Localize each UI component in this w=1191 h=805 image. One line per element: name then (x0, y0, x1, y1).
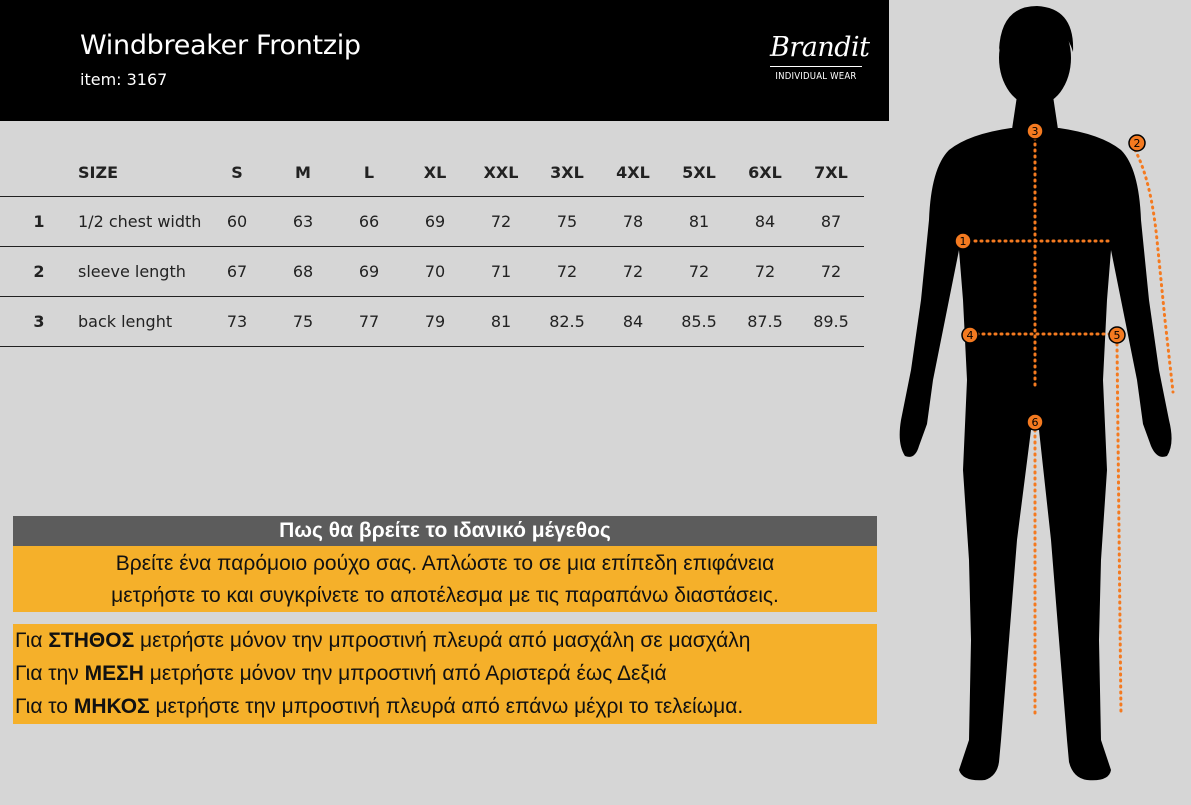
size-header-cell: 6XL (732, 148, 798, 197)
table-cell: 79 (402, 297, 468, 347)
instruction-line-length (15, 690, 877, 723)
table-cell: 81 (468, 297, 534, 347)
table-cell: 66 (336, 197, 402, 247)
table-cell: 82.5 (534, 297, 600, 347)
table-cell: 72 (468, 197, 534, 247)
body-measurement-figure (889, 0, 1191, 800)
table-cell: 67 (204, 247, 270, 297)
table-row (0, 297, 864, 347)
header-blank-cell (0, 148, 78, 197)
body-silhouette-icon (889, 0, 1191, 800)
marker-6-label: 6 (1031, 416, 1039, 429)
row-label: back lenght (78, 297, 204, 347)
brand-tagline: INDIVIDUAL WEAR (770, 66, 862, 82)
brand-logo (770, 32, 870, 82)
table-cell: 69 (402, 197, 468, 247)
intro-line: μετρήστε το και συγκρίνετε το αποτέλεσμα με τις παραπάνω διαστάσεις. (111, 584, 779, 607)
instruction-text: Για το (15, 695, 74, 718)
table-cell: 84 (600, 297, 666, 347)
table-cell: 89.5 (798, 297, 864, 347)
table-cell: 77 (336, 297, 402, 347)
instruction-text: Για την (15, 662, 85, 685)
table-cell: 70 (402, 247, 468, 297)
table-cell: 84 (732, 197, 798, 247)
marker-1-label: 1 (959, 235, 967, 248)
marker-2-label: 2 (1133, 137, 1141, 150)
header-banner (0, 0, 889, 121)
instruction-text: μετρήστε μόνον την μπροστινή από Αριστερά έως Δεξιά (143, 662, 667, 685)
table-cell: 73 (204, 297, 270, 347)
table-cell: 69 (336, 247, 402, 297)
size-header-cell: 3XL (534, 148, 600, 197)
marker-3-label: 3 (1031, 125, 1039, 138)
product-title: Windbreaker Frontzip (80, 30, 361, 61)
size-guide-intro (13, 546, 877, 612)
row-number: 2 (0, 247, 78, 297)
table-cell: 72 (534, 247, 600, 297)
size-header-cell: 4XL (600, 148, 666, 197)
table-cell: 87.5 (732, 297, 798, 347)
brand-wordmark: Brandit (770, 32, 870, 63)
instruction-keyword: ΜΕΣΗ (84, 662, 144, 685)
size-header-cell: XXL (468, 148, 534, 197)
size-chart-table (0, 148, 864, 347)
table-cell: 72 (732, 247, 798, 297)
table-cell: 72 (666, 247, 732, 297)
row-label: sleeve length (78, 247, 204, 297)
table-cell: 72 (600, 247, 666, 297)
size-header-cell: M (270, 148, 336, 197)
size-header-cell: 5XL (666, 148, 732, 197)
size-header-cell: L (336, 148, 402, 197)
table-cell: 72 (798, 247, 864, 297)
table-cell: 85.5 (666, 297, 732, 347)
table-cell: 81 (666, 197, 732, 247)
instruction-keyword: ΣΤΗΘΟΣ (48, 629, 135, 652)
row-number: 1 (0, 197, 78, 247)
instruction-line-waist (15, 657, 877, 690)
row-label: 1/2 chest width (78, 197, 204, 247)
row-number: 3 (0, 297, 78, 347)
instruction-text: Για (15, 629, 49, 652)
table-row (0, 247, 864, 297)
instruction-keyword: ΜΗΚΟΣ (73, 695, 150, 718)
table-cell: 60 (204, 197, 270, 247)
item-number: item: 3167 (80, 70, 168, 89)
size-guide-heading: Πως θα βρείτε το ιδανικό μέγεθος (13, 516, 877, 546)
size-header-row (0, 148, 864, 197)
table-cell: 87 (798, 197, 864, 247)
size-header-cell: S (204, 148, 270, 197)
instruction-text: μετρήστε την μπροστινή πλευρά από επάνω μέχρι το τελείωμα. (149, 695, 744, 718)
table-cell: 78 (600, 197, 666, 247)
marker-5-label: 5 (1113, 329, 1121, 342)
measurement-instructions (13, 624, 877, 724)
size-header-cell: 7XL (798, 148, 864, 197)
size-header-cell: XL (402, 148, 468, 197)
table-cell: 75 (534, 197, 600, 247)
table-cell: 63 (270, 197, 336, 247)
table-cell: 75 (270, 297, 336, 347)
instruction-text: μετρήστε μόνον την μπροστινή πλευρά από μασχάλη σε μασχάλη (134, 629, 751, 652)
size-header-label: SIZE (78, 148, 204, 197)
instruction-line-chest (15, 624, 877, 657)
table-cell: 71 (468, 247, 534, 297)
table-row (0, 197, 864, 247)
intro-line: Βρείτε ένα παρόμοιο ρούχο σας. Απλώστε το σε μια επίπεδη επιφάνεια (115, 552, 775, 575)
marker-4-label: 4 (966, 329, 974, 342)
table-cell: 68 (270, 247, 336, 297)
